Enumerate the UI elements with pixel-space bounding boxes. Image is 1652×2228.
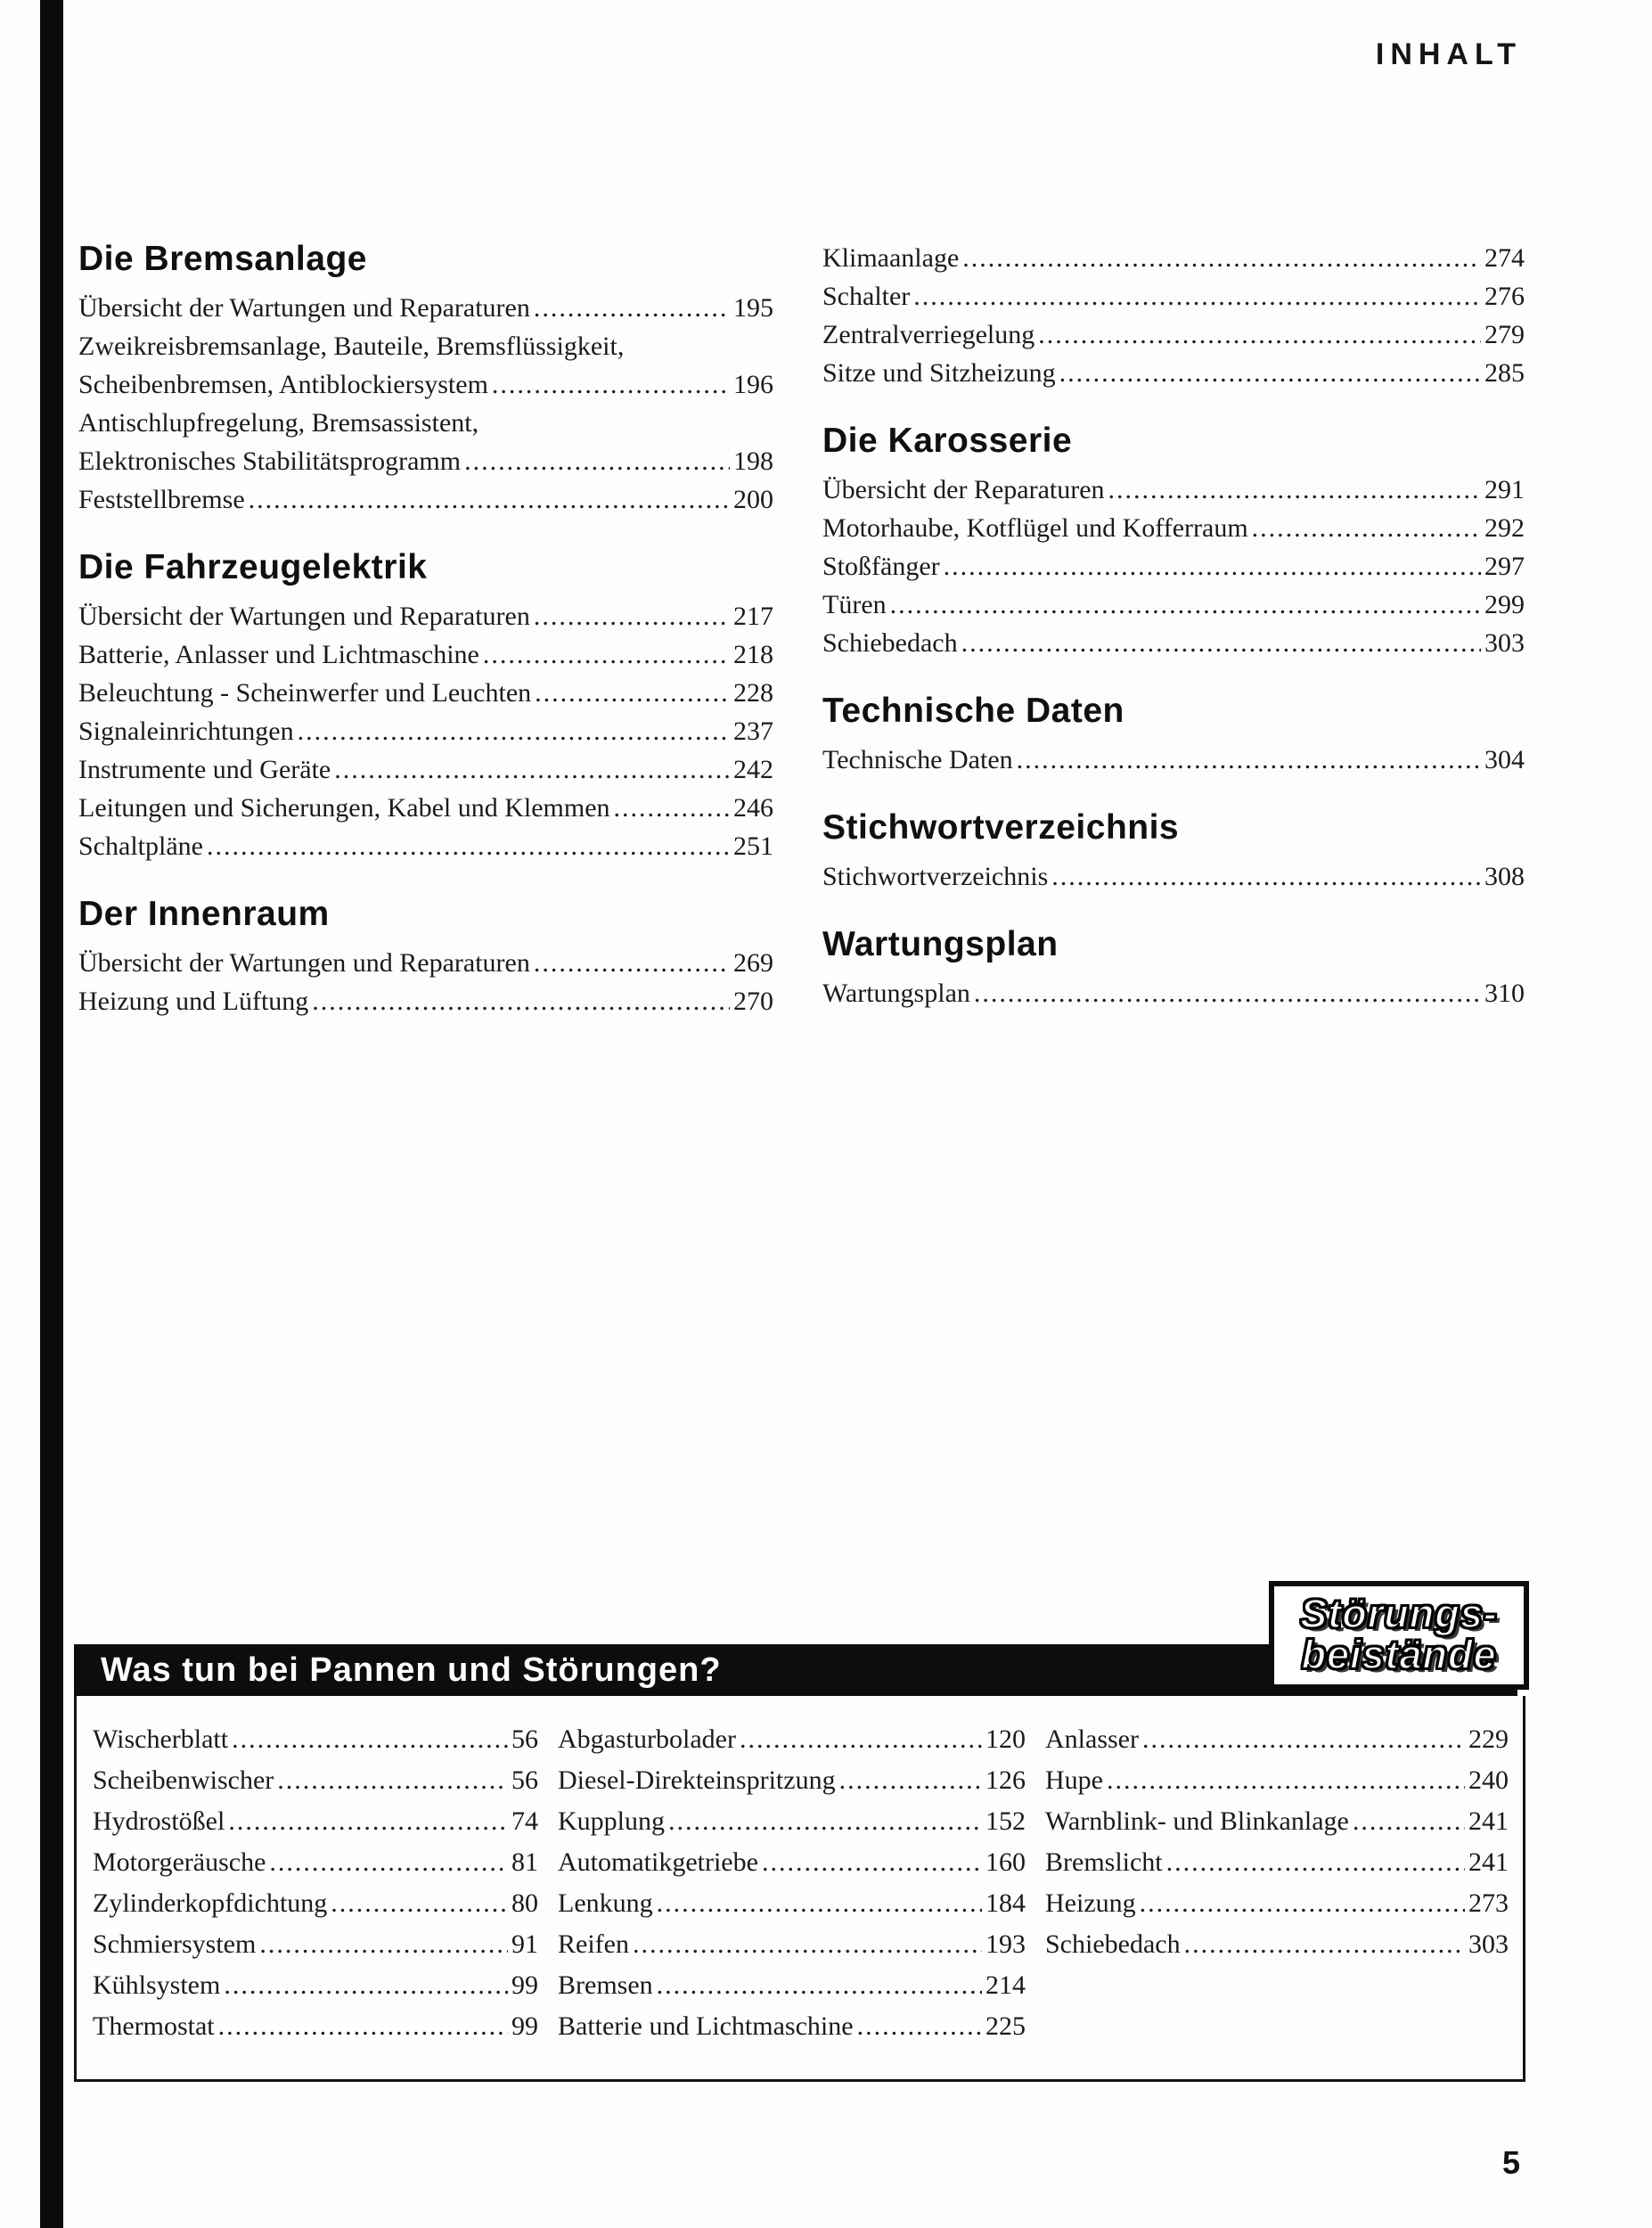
entry-page-number: 291 — [1484, 475, 1525, 504]
entry-page-number: 193 — [985, 1929, 1026, 1959]
dot-leader — [1108, 471, 1481, 509]
dot-leader — [633, 1924, 982, 1965]
entry-text: Scheibenbremsen, Antiblockiersystem — [78, 370, 488, 399]
entry-text: Schaltpläne — [78, 831, 203, 861]
dot-leader — [1184, 1924, 1465, 1965]
troubleshooting-box — [74, 1696, 1525, 2082]
toc-entry-line — [558, 1965, 1026, 2006]
entry-page-number: 160 — [985, 1847, 1026, 1877]
dot-leader — [1107, 1760, 1465, 1801]
entry-text: Bremsen — [558, 1970, 653, 2000]
badge-line-1: Störungs- — [1300, 1591, 1498, 1636]
toc-entry-line — [822, 586, 1525, 624]
entry-text: Türen — [822, 590, 887, 619]
dot-leader — [890, 586, 1481, 624]
entry-page-number: 310 — [1484, 979, 1525, 1008]
entry-page-number: 270 — [733, 987, 773, 1016]
entry-text: Anlasser — [1045, 1724, 1139, 1754]
entry-page-number: 241 — [1468, 1847, 1509, 1877]
entry-text: Instrumente und Geräte — [78, 755, 331, 784]
entry-text: Zweikreisbremsanlage, Bauteile, Bremsflüssigkeit, — [78, 332, 625, 361]
toc-entry-line — [822, 354, 1525, 392]
entry-page-number: 242 — [733, 755, 773, 784]
toc-entry-line — [78, 944, 773, 982]
dot-leader — [961, 624, 1481, 662]
entry-page-number: 80 — [511, 1888, 538, 1918]
entry-text: Feststellbremse — [78, 485, 245, 514]
entry-text: Leitungen und Sicherungen, Kabel und Klemmen — [78, 793, 610, 823]
entry-text: Zylinderkopfdichtung — [93, 1888, 328, 1918]
entry-page-number: 274 — [1484, 243, 1525, 273]
entry-page-number: 91 — [511, 1929, 538, 1959]
dot-leader — [312, 982, 730, 1020]
dot-leader — [269, 1842, 508, 1883]
toc-entry-line — [822, 277, 1525, 315]
entry-page-number: 292 — [1484, 513, 1525, 543]
toc-entry-line — [1045, 1924, 1509, 1965]
toc-entry-line — [78, 674, 773, 712]
section-heading: Wartungsplan — [822, 925, 1059, 963]
toc-entry-line — [78, 442, 773, 480]
entry-page-number: 279 — [1484, 320, 1525, 349]
entry-text: Lenkung — [558, 1888, 653, 1918]
entry-text: Signaleinrichtungen — [78, 717, 294, 746]
section-heading: Technische Daten — [822, 692, 1125, 730]
entry-page-number: 304 — [1484, 745, 1525, 774]
entry-page-number: 214 — [985, 1970, 1026, 2000]
entry-page-number: 308 — [1484, 862, 1525, 891]
dot-leader — [944, 547, 1481, 586]
toc-entry-line — [93, 1924, 538, 1965]
entry-text: Automatikgetriebe — [558, 1847, 758, 1877]
entry-page-number: 225 — [985, 2011, 1026, 2041]
dot-leader — [1059, 354, 1481, 392]
dot-leader — [249, 480, 730, 519]
entry-page-number: 297 — [1484, 552, 1525, 581]
toc-entry-line — [822, 471, 1525, 509]
entry-page-number: 218 — [733, 640, 773, 669]
entry-page-number: 273 — [1468, 1888, 1509, 1918]
toc-entry-line — [1045, 1760, 1509, 1801]
toc-entry-line — [93, 1883, 538, 1924]
toc-entry-line — [558, 1883, 1026, 1924]
page-header-title: INHALT — [1375, 37, 1522, 71]
entry-page-number: 198 — [733, 446, 773, 476]
left-edge-bar — [40, 0, 63, 2228]
entry-text: Heizung und Lüftung — [78, 987, 309, 1016]
section-heading: Stichwortverzeichnis — [822, 808, 1180, 847]
entry-text: Übersicht der Wartungen und Reparaturen — [78, 293, 530, 323]
entry-page-number: 56 — [511, 1765, 538, 1795]
entry-text: Antischlupfregelung, Bremsassistent, — [78, 408, 479, 438]
dot-leader — [657, 1883, 982, 1924]
toc-entry-line — [822, 974, 1525, 1012]
toc-entry-line — [93, 1801, 538, 1842]
entry-text: Kühlsystem — [93, 1970, 221, 2000]
dot-leader — [207, 827, 730, 865]
dot-leader — [277, 1760, 508, 1801]
entry-text: Motorgeräusche — [93, 1847, 266, 1877]
entry-page-number: 276 — [1484, 282, 1525, 311]
dot-leader — [857, 2006, 982, 2047]
entry-text: Reifen — [558, 1929, 629, 1959]
entry-text: Batterie und Lichtmaschine — [558, 2011, 854, 2041]
dot-leader — [483, 635, 730, 674]
entry-text: Heizung — [1045, 1888, 1136, 1918]
entry-page-number: 195 — [733, 293, 773, 323]
dot-leader — [1017, 741, 1481, 779]
entry-text: Abgasturbolader — [558, 1724, 736, 1754]
toc-entry-line — [78, 635, 773, 674]
dot-leader — [331, 1883, 508, 1924]
dot-leader — [762, 1842, 982, 1883]
badge-line-2: beistände — [1301, 1632, 1497, 1677]
toc-entry-line — [93, 1842, 538, 1883]
toc-entry-line — [1045, 1842, 1509, 1883]
toc-entry-line — [558, 1801, 1026, 1842]
toc-entry-line — [822, 509, 1525, 547]
entry-text: Thermostat — [93, 2011, 215, 2041]
entry-text: Schiebedach — [822, 628, 958, 658]
entry-text: Übersicht der Wartungen und Reparaturen — [78, 602, 530, 631]
entry-page-number: 74 — [511, 1806, 538, 1836]
toc-entry-line — [822, 857, 1525, 896]
dot-leader — [668, 1801, 982, 1842]
entry-page-number: 251 — [733, 831, 773, 861]
entry-text: Kupplung — [558, 1806, 665, 1836]
entry-page-number: 237 — [733, 717, 773, 746]
entry-text: Übersicht der Wartungen und Reparaturen — [78, 948, 530, 978]
entry-page-number: 285 — [1484, 358, 1525, 388]
entry-page-number: 241 — [1468, 1806, 1509, 1836]
toc-right-column — [822, 239, 1525, 1012]
entry-text: Diesel-Direkteinspritzung — [558, 1765, 836, 1795]
toc-entry-line — [78, 750, 773, 789]
entry-text: Technische Daten — [822, 745, 1013, 774]
entry-page-number: 303 — [1468, 1929, 1509, 1959]
entry-text: Schmiersystem — [93, 1929, 257, 1959]
toc-left-column — [78, 239, 773, 1020]
entry-text: Motorhaube, Kotflügel und Kofferraum — [822, 513, 1248, 543]
toc-entry-line — [78, 982, 773, 1020]
section-heading: Der Innenraum — [78, 895, 330, 933]
toc-entry-line — [822, 239, 1525, 277]
entry-page-number: 228 — [733, 678, 773, 708]
toc-entry-line — [822, 741, 1525, 779]
entry-text: Stichwortverzeichnis — [822, 862, 1049, 891]
dot-leader — [1353, 1801, 1465, 1842]
entry-text: Stoßfänger — [822, 552, 940, 581]
entry-page-number: 120 — [985, 1724, 1026, 1754]
dot-leader — [974, 974, 1481, 1012]
toc-entry-line — [558, 1719, 1026, 1760]
entry-text: Übersicht der Reparaturen — [822, 475, 1105, 504]
entry-text: Sitze und Sitzheizung — [822, 358, 1056, 388]
troubleshooting-badge — [1269, 1581, 1529, 1690]
dot-leader — [740, 1719, 982, 1760]
toc-entry-line — [78, 480, 773, 519]
entry-page-number: 126 — [985, 1765, 1026, 1795]
section-heading: Die Bremsanlage — [78, 240, 367, 278]
toc-entry-line — [78, 827, 773, 865]
entry-page-number: 229 — [1468, 1724, 1509, 1754]
entry-page-number: 99 — [511, 2011, 538, 2041]
entry-text: Scheibenwischer — [93, 1765, 274, 1795]
entry-page-number: 196 — [733, 370, 773, 399]
dot-leader — [657, 1965, 982, 2006]
toc-entry-line — [558, 1842, 1026, 1883]
toc-entry-line — [93, 1760, 538, 1801]
toc-entry-line — [93, 2006, 538, 2047]
dot-leader — [218, 2006, 508, 2047]
entry-text: Klimaanlage — [822, 243, 960, 273]
entry-page-number: 81 — [511, 1847, 538, 1877]
entry-page-number: 269 — [733, 948, 773, 978]
entry-page-number: 56 — [511, 1724, 538, 1754]
dot-leader — [535, 674, 730, 712]
entry-text: Wartungsplan — [822, 979, 970, 1008]
troubleshooting-column-2 — [558, 1719, 1026, 2079]
entry-text: Bremslicht — [1045, 1847, 1163, 1877]
entry-text: Hupe — [1045, 1765, 1103, 1795]
entry-text: Wischerblatt — [93, 1724, 229, 1754]
toc-entry-line — [78, 597, 773, 635]
entry-text: Beleuchtung - Scheinwerfer und Leuchten — [78, 678, 532, 708]
dot-leader — [228, 1801, 508, 1842]
toc-entry-line — [78, 789, 773, 827]
entry-text: Schiebedach — [1045, 1929, 1181, 1959]
entry-page-number: 152 — [985, 1806, 1026, 1836]
dot-leader — [534, 597, 730, 635]
entry-page-number: 246 — [733, 793, 773, 823]
dot-leader — [1142, 1719, 1465, 1760]
troubleshooting-title: Was tun bei Pannen und Störungen? — [101, 1651, 722, 1689]
entry-page-number: 303 — [1484, 628, 1525, 658]
entry-text: Elektronisches Stabilitätsprogramm — [78, 446, 462, 476]
dot-leader — [534, 944, 730, 982]
entry-page-number: 217 — [733, 602, 773, 631]
dot-leader — [232, 1719, 508, 1760]
toc-entry-line — [558, 1760, 1026, 1801]
toc-entry-line — [93, 1965, 538, 2006]
dot-leader — [913, 277, 1481, 315]
entry-page-number: 240 — [1468, 1765, 1509, 1795]
dot-leader — [1252, 509, 1481, 547]
dot-leader — [298, 712, 730, 750]
toc-entry-line — [78, 327, 773, 365]
page-number: 5 — [1501, 2144, 1520, 2181]
dot-leader — [334, 750, 730, 789]
dot-leader — [492, 365, 730, 404]
troubleshooting-column-3 — [1045, 1719, 1509, 2079]
entry-text: Warnblink- und Blinkanlage — [1045, 1806, 1349, 1836]
entry-text: Hydrostößel — [93, 1806, 225, 1836]
toc-entry-line — [1045, 1883, 1509, 1924]
toc-entry-line — [78, 365, 773, 404]
toc-entry-line — [822, 624, 1525, 662]
section-heading: Die Fahrzeugelektrik — [78, 548, 428, 586]
toc-entry-line — [822, 547, 1525, 586]
dot-leader — [962, 239, 1481, 277]
dot-leader — [224, 1965, 508, 2006]
toc-entry-line — [822, 315, 1525, 354]
section-heading: Die Karosserie — [822, 422, 1073, 460]
dot-leader — [839, 1760, 982, 1801]
dot-leader — [614, 789, 730, 827]
dot-leader — [534, 289, 730, 327]
dot-leader — [1038, 315, 1481, 354]
toc-entry-line — [1045, 1719, 1509, 1760]
entry-page-number: 99 — [511, 1970, 538, 2000]
troubleshooting-column-1 — [93, 1719, 538, 2079]
toc-entry-line — [78, 289, 773, 327]
entry-text: Batterie, Anlasser und Lichtmaschine — [78, 640, 479, 669]
entry-text: Zentralverriegelung — [822, 320, 1035, 349]
toc-entry-line — [558, 1924, 1026, 1965]
dot-leader — [1051, 857, 1481, 896]
dot-leader — [464, 442, 730, 480]
dot-leader — [1166, 1842, 1465, 1883]
entry-text: Schalter — [822, 282, 911, 311]
dot-leader — [259, 1924, 508, 1965]
entry-page-number: 200 — [733, 485, 773, 514]
dot-leader — [1140, 1883, 1465, 1924]
toc-entry-line — [78, 404, 773, 442]
toc-entry-line — [78, 712, 773, 750]
toc-entry-line — [1045, 1801, 1509, 1842]
toc-entry-line — [558, 2006, 1026, 2047]
toc-entry-line — [93, 1719, 538, 1760]
entry-page-number: 299 — [1484, 590, 1525, 619]
entry-page-number: 184 — [985, 1888, 1026, 1918]
